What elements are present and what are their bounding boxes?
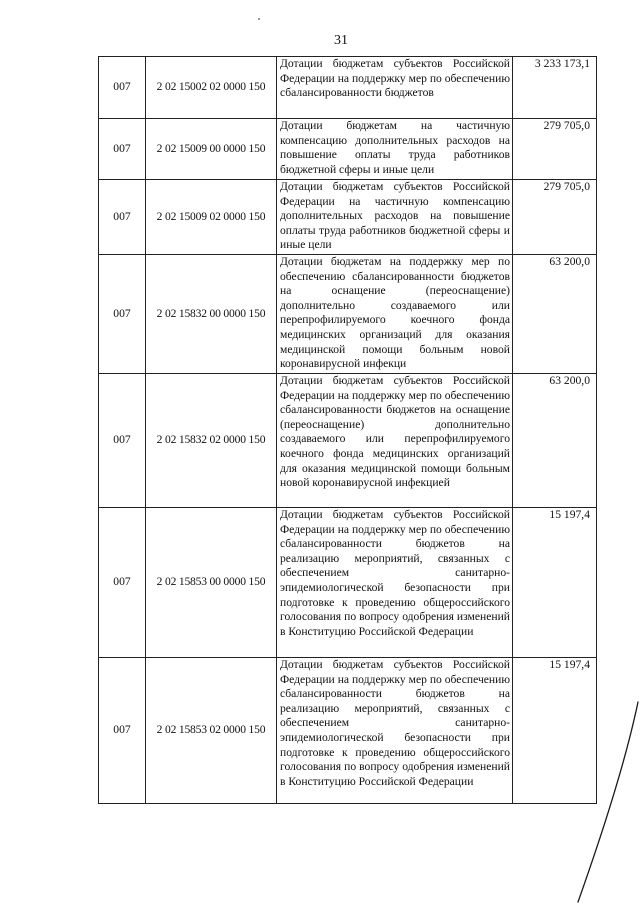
- admin-code-cell: 007: [99, 57, 146, 119]
- revenue-name-cell: Дотации бюджетам субъектов Российской Федерации на частичную компенсацию дополнительных расходов на повышение оплаты труда работников бюджетной сферы и иные цели: [277, 180, 513, 255]
- amount-cell: 3 233 173,1: [513, 57, 597, 119]
- admin-code-cell: 007: [99, 180, 146, 255]
- page-number: 31: [334, 33, 348, 48]
- budget-code-cell: 2 02 15009 02 0000 150: [146, 180, 277, 255]
- revenue-name-cell: Дотации бюджетам субъектов Российской Федерации на поддержку мер по обеспечению сбалансированности бюджетов: [277, 57, 513, 119]
- admin-code-cell: 007: [99, 508, 146, 658]
- table-row: [99, 658, 597, 804]
- scan-speck: [258, 18, 260, 20]
- amount-cell: 279 705,0: [513, 119, 597, 180]
- amount-cell: 15 197,4: [513, 658, 597, 804]
- admin-code-cell: 007: [99, 255, 146, 374]
- budget-code-cell: 2 02 15853 00 0000 150: [146, 508, 277, 658]
- table-row: [99, 374, 597, 508]
- admin-code-cell: 007: [99, 658, 146, 804]
- revenue-name-cell: Дотации бюджетам субъектов Российской Федерации на поддержку мер по обеспечению сбалансированности бюджетов на реализацию мероприятий, связанных с обеспечением санитарно-эпидемиологической безопасности при подготовке к проведению общероссийского голосования по вопросу одобрения изменений в Конституцию Российской Федерации: [277, 658, 513, 804]
- table-row: [99, 57, 597, 119]
- admin-code-cell: 007: [99, 119, 146, 180]
- revenue-name-cell: Дотации бюджетам на частичную компенсацию дополнительных расходов на повышение оплаты труда работников бюджетной сферы и иные цели: [277, 119, 513, 180]
- table-row: [99, 180, 597, 255]
- admin-code-cell: 007: [99, 374, 146, 508]
- budget-code-cell: 2 02 15853 02 0000 150: [146, 658, 277, 804]
- revenue-name-cell: Дотации бюджетам субъектов Российской Федерации на поддержку мер по обеспечению сбалансированности бюджетов на оснащение (переоснащение) дополнительно создаваемого или перепрофилируемого коечного фонда медицинских организаций для оказания медицинской помощи больным новой коронавирусной инфекцией: [277, 374, 513, 508]
- amount-cell: 63 200,0: [513, 374, 597, 508]
- amount-cell: 15 197,4: [513, 508, 597, 658]
- budget-code-cell: 2 02 15832 00 0000 150: [146, 255, 277, 374]
- revenue-table: [98, 56, 597, 804]
- table-row: [99, 119, 597, 180]
- budget-code-cell: 2 02 15009 00 0000 150: [146, 119, 277, 180]
- amount-cell: 63 200,0: [513, 255, 597, 374]
- budget-code-cell: 2 02 15002 02 0000 150: [146, 57, 277, 119]
- budget-code-cell: 2 02 15832 02 0000 150: [146, 374, 277, 508]
- signature-stroke: [560, 700, 640, 905]
- amount-cell: 279 705,0: [513, 180, 597, 255]
- revenue-name-cell: Дотации бюджетам на поддержку мер по обеспечению сбалансированности бюджетов на оснащение (переоснащение) дополнительно создаваемого или перепрофилируемого коечного фонда медицинских организаций для оказания медицинской помощи больным новой коронавирусной инфекци: [277, 255, 513, 374]
- revenue-name-cell: Дотации бюджетам субъектов Российской Федерации на поддержку мер по обеспечению сбалансированности бюджетов на реализацию мероприятий, связанных с обеспечением санитарно-эпидемиологической безопасности при подготовке к проведению общероссийского голосования по вопросу одобрения изменений в Конституцию Российской Федерации: [277, 508, 513, 658]
- table-row: [99, 508, 597, 658]
- table-row: [99, 255, 597, 374]
